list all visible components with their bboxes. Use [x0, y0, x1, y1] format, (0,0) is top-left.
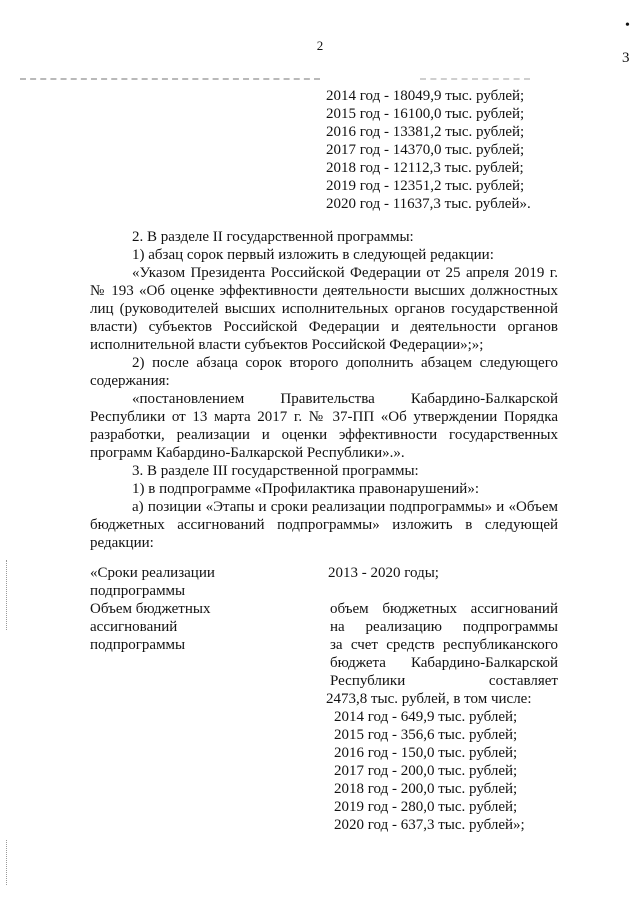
- top-year-line: 2017 год - 14370,0 тыс. рублей;: [326, 142, 525, 158]
- quote-2-line: разработки, реализации и оценки эффективности государственных: [90, 427, 558, 443]
- scan-edge-mark-bottom: [6, 840, 7, 885]
- quote-1-line: «Указом Президента Российской Федерации от 25 апреля 2019 г.: [132, 265, 558, 281]
- table-row-2-total: 2473,8 тыс. рублей, в том числе:: [326, 691, 532, 707]
- corner-dot-mark: •: [625, 18, 630, 33]
- quote-1-line: лиц (руководителей высших исполнительных органов государственной: [90, 301, 558, 317]
- quote-1-line: № 193 «Об оценке эффективности деятельности высших должностных: [90, 283, 558, 299]
- page-number: 2: [316, 38, 324, 53]
- table-row-2-label: ассигнований: [90, 619, 178, 635]
- table-row-2-value: Республики составляет: [330, 673, 558, 689]
- table-row-2-value: бюджета Кабардино-Балкарской: [330, 655, 558, 671]
- scan-artifact-line: [20, 78, 320, 80]
- table-year-line: 2016 год - 150,0 тыс. рублей;: [334, 745, 518, 761]
- section-2-item-2: 2) после абзаца сорок второго дополнить абзацем следующего: [132, 355, 558, 371]
- section-2-heading: 2. В разделе II государственной программы:: [132, 229, 414, 245]
- quote-2-line: «постановлением Правительства Кабардино-Балкарской: [132, 391, 558, 407]
- table-row-2-label: Объем бюджетных: [90, 601, 211, 617]
- table-year-line: 2017 год - 200,0 тыс. рублей;: [334, 763, 518, 779]
- quote-1-last-line: исполнительной власти субъектов Российской Федерации»;»;: [90, 337, 484, 353]
- table-year-line: 2018 год - 200,0 тыс. рублей;: [334, 781, 518, 797]
- section-3-item-a: бюджетных ассигнований подпрограммы» изложить в следующей: [90, 517, 558, 533]
- table-year-line: 2020 год - 637,3 тыс. рублей»;: [334, 817, 525, 833]
- top-year-line: 2020 год - 11637,3 тыс. рублей».: [326, 196, 531, 212]
- table-row-2-value: за счет средств республиканского: [330, 637, 558, 653]
- table-year-line: 2019 год - 280,0 тыс. рублей;: [334, 799, 518, 815]
- table-year-line: 2014 год - 649,9 тыс. рублей;: [334, 709, 518, 725]
- scan-artifact-line-right: [420, 78, 530, 80]
- section-2-item-2-cont: содержания:: [90, 373, 170, 389]
- section-3-heading: 3. В разделе III государственной программы:: [132, 463, 419, 479]
- section-3-item-1: 1) в подпрограмме «Профилактика правонарушений»:: [132, 481, 480, 497]
- table-row-1-value: 2013 - 2020 годы;: [328, 565, 439, 581]
- table-row-1-label: «Сроки реализации: [90, 565, 215, 581]
- section-3-item-a-last: редакции:: [90, 535, 154, 551]
- quote-2-line: Республики от 13 марта 2017 г. № 37-ПП «Об утверждении Порядка: [90, 409, 558, 425]
- quote-1-line: власти) субъектов Российской Федерации и деятельности органов: [90, 319, 558, 335]
- top-year-line: 2019 год - 12351,2 тыс. рублей;: [326, 178, 525, 194]
- quote-2-last-line: программ Кабардино-Балкарской Республики».».: [90, 445, 405, 461]
- corner-three-mark: 3: [622, 50, 630, 66]
- table-row-1-label: подпрограммы: [90, 583, 186, 599]
- top-year-line: 2016 год - 13381,2 тыс. рублей;: [326, 124, 525, 140]
- table-row-2-label: подпрограммы: [90, 637, 186, 653]
- top-year-line: 2014 год - 18049,9 тыс. рублей;: [326, 88, 525, 104]
- top-year-line: 2018 год - 12112,3 тыс. рублей;: [326, 160, 524, 176]
- table-row-2-value: на реализацию подпрограммы: [330, 619, 558, 635]
- top-year-line: 2015 год - 16100,0 тыс. рублей;: [326, 106, 525, 122]
- table-year-line: 2015 год - 356,6 тыс. рублей;: [334, 727, 518, 743]
- scan-edge-mark: [6, 560, 7, 630]
- section-2-item-1: 1) абзац сорок первый изложить в следующей редакции:: [132, 247, 494, 263]
- section-3-item-a: а) позиции «Этапы и сроки реализации подпрограммы» и «Объем: [132, 499, 558, 515]
- table-row-2-value: объем бюджетных ассигнований: [330, 601, 558, 617]
